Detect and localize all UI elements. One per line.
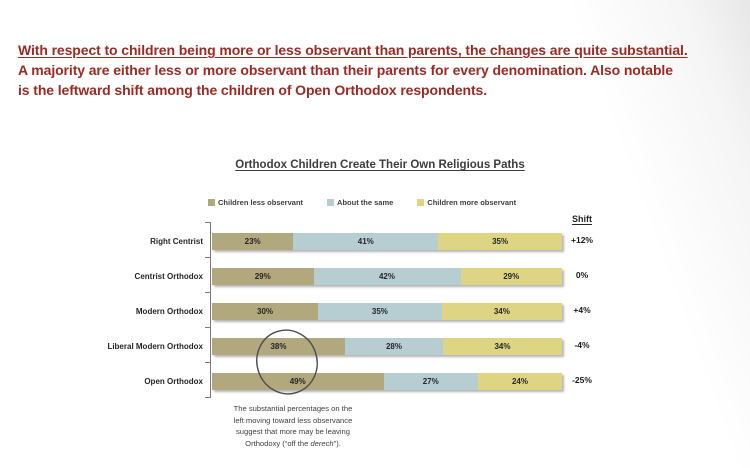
caption-line: The substantial percentages on the bbox=[233, 404, 353, 413]
category-label: Modern Orthodox bbox=[135, 307, 203, 316]
legend-item-more-observant bbox=[417, 198, 516, 207]
bar-segment: 29% bbox=[461, 268, 563, 285]
shift-column-header: Shift bbox=[572, 214, 592, 224]
bar-segment: 35% bbox=[438, 233, 562, 250]
legend-swatch-icon bbox=[327, 199, 334, 206]
shift-value: +4% bbox=[573, 305, 591, 315]
bar-segment: 23% bbox=[212, 233, 293, 250]
caption-line: left moving toward less observance bbox=[233, 415, 353, 425]
bar-segment: 42% bbox=[314, 268, 461, 285]
bar-segment: 35% bbox=[318, 303, 442, 320]
headline-line-3: is the leftward shift among the children of Open Orthodox respondents. bbox=[18, 82, 488, 98]
stacked-bar bbox=[212, 303, 562, 320]
chart-title: Orthodox Children Create Their Own Religious Paths bbox=[235, 159, 525, 171]
axis-tick bbox=[205, 397, 210, 398]
shift-value: 0% bbox=[575, 270, 589, 280]
bar-segment: 30% bbox=[212, 303, 318, 320]
category-axis-line bbox=[210, 222, 211, 398]
bar-segment: 41% bbox=[293, 233, 438, 250]
chart-legend bbox=[208, 198, 516, 207]
caption-line: Orthodoxy (“off the derech”). bbox=[245, 438, 341, 448]
legend-label: About the same bbox=[337, 198, 394, 207]
headline-line-2: A majority are either less or more observant than their parents for every denomination. Also notable bbox=[18, 62, 673, 78]
legend-item-about-same bbox=[327, 198, 393, 207]
bar-segment: 34% bbox=[442, 303, 562, 320]
stacked-bar bbox=[212, 233, 562, 250]
legend-swatch-icon bbox=[208, 199, 215, 206]
shift-value: +12% bbox=[571, 235, 593, 245]
category-label: Centrist Orthodox bbox=[134, 272, 203, 281]
stacked-bar bbox=[212, 373, 562, 390]
stacked-bar bbox=[212, 338, 562, 355]
bar-segment: 38% bbox=[212, 338, 345, 355]
bar-segment: 29% bbox=[212, 268, 314, 285]
legend-item-less-observant bbox=[208, 198, 303, 207]
shift-value: -4% bbox=[574, 340, 590, 350]
legend-label: Children less observant bbox=[218, 198, 304, 207]
category-label: Open Orthodox bbox=[144, 377, 203, 386]
bar-segment: 24% bbox=[478, 373, 562, 390]
axis-tick bbox=[205, 362, 210, 363]
bar-segment: 34% bbox=[443, 338, 562, 355]
legend-label: Children more observant bbox=[427, 198, 517, 207]
axis-tick bbox=[205, 222, 210, 223]
axis-tick bbox=[205, 257, 210, 258]
legend-swatch-icon bbox=[417, 199, 424, 206]
bar-segment: 27% bbox=[384, 373, 479, 390]
stacked-bar bbox=[212, 268, 562, 285]
bar-segment: 49% bbox=[212, 373, 384, 390]
category-label: Liberal Modern Orthodox bbox=[107, 342, 203, 351]
axis-tick bbox=[205, 327, 210, 328]
caption-line: suggest that more may be leaving bbox=[236, 427, 350, 437]
category-label: Right Centrist bbox=[150, 237, 203, 246]
chart-caption bbox=[208, 403, 378, 449]
headline-line-1: With respect to children being more or less observant than parents, the changes are quite substantial. bbox=[18, 42, 688, 58]
axis-tick bbox=[205, 292, 210, 293]
shift-value: -25% bbox=[572, 375, 592, 385]
bar-segment: 28% bbox=[345, 338, 443, 355]
headline bbox=[18, 40, 688, 100]
